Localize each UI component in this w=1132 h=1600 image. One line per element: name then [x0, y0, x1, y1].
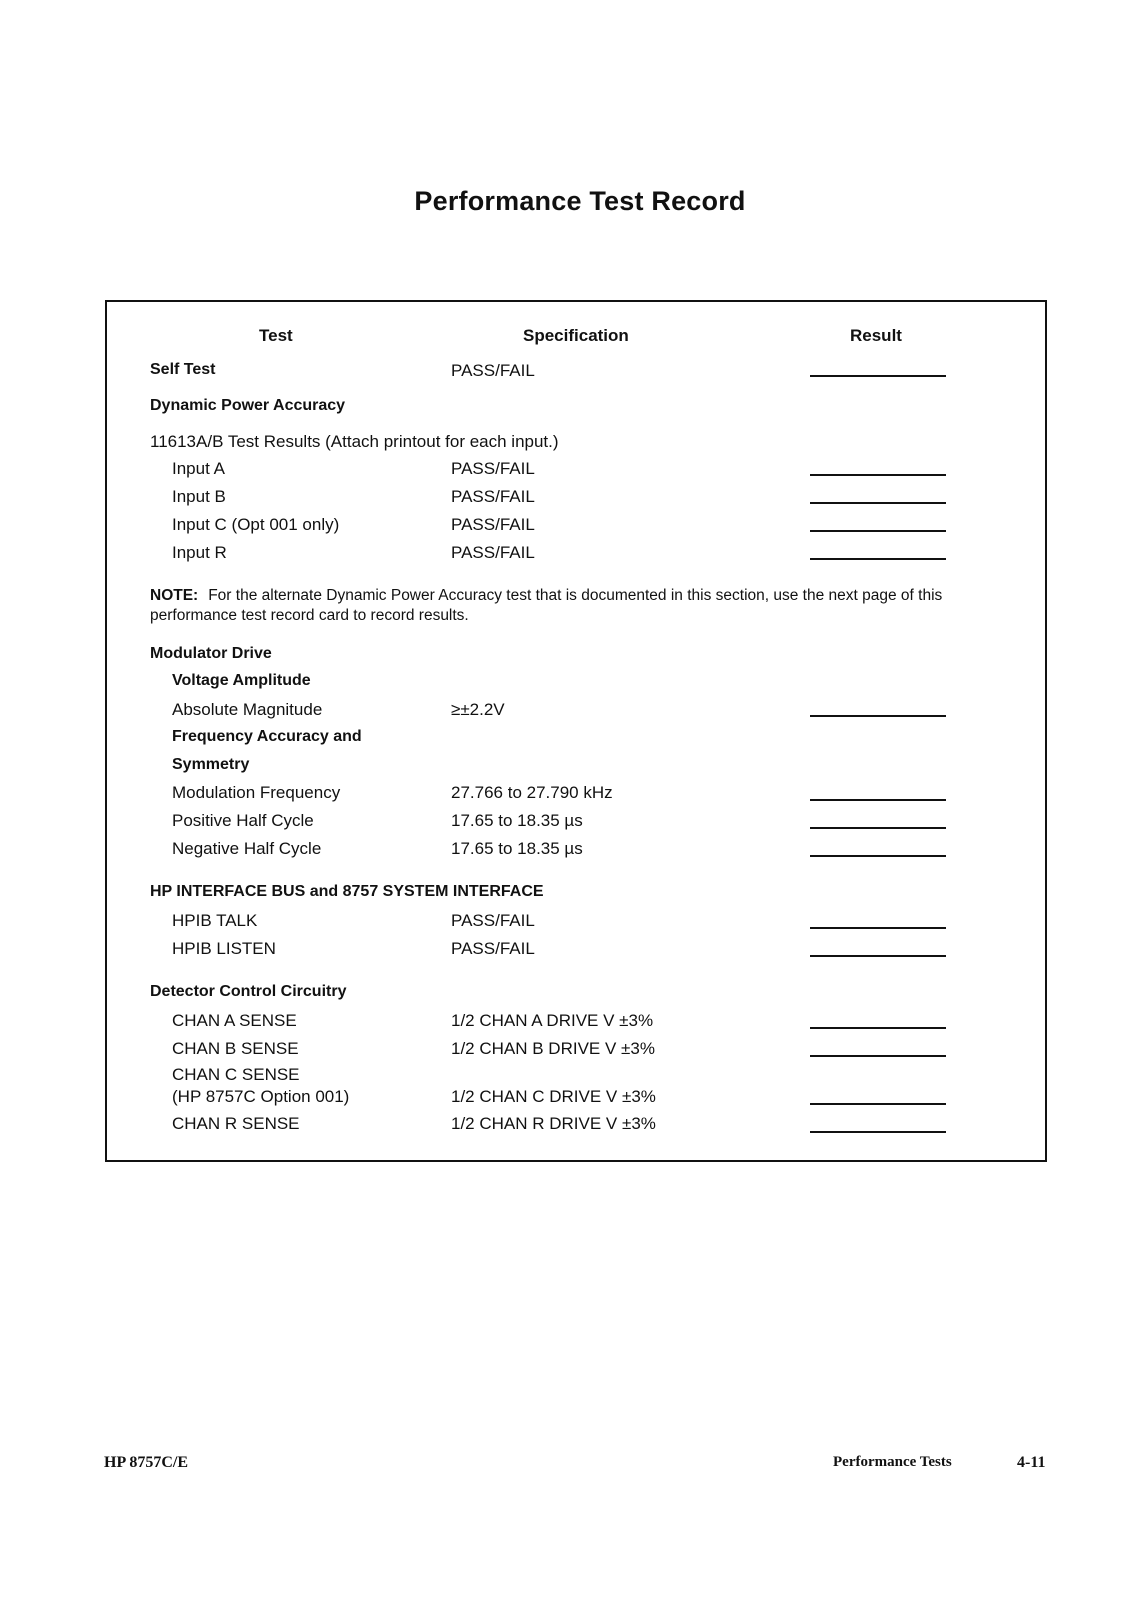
column-header-test: Test: [259, 326, 293, 345]
chan-c-sense-sublabel: (HP 8757C Option 001): [172, 1087, 350, 1106]
chan-a-sense-spec: 1/2 CHAN A DRIVE V ±3%: [451, 1011, 654, 1030]
frequency-accuracy-heading: Frequency Accuracy and: [172, 728, 362, 745]
positive-half-cycle-label: Positive Half Cycle: [172, 811, 314, 830]
chan-b-sense-label: CHAN B SENSE: [172, 1039, 299, 1058]
negative-half-cycle-label: Negative Half Cycle: [172, 839, 322, 858]
self-test-result-field[interactable]: [810, 375, 946, 377]
negative-half-cycle-spec: 17.65 to 18.35 µs: [451, 839, 583, 858]
chan-a-sense-label: CHAN A SENSE: [172, 1011, 297, 1030]
positive-half-cycle-spec: 17.65 to 18.35 µs: [451, 811, 583, 830]
absolute-magnitude-label: Absolute Magnitude: [172, 700, 323, 719]
input-r-label: Input R: [172, 543, 227, 562]
chan-b-sense-spec: 1/2 CHAN B DRIVE V ±3%: [451, 1039, 655, 1058]
modulation-frequency-result-field[interactable]: [810, 799, 946, 801]
input-a-label: Input A: [172, 459, 225, 478]
chan-r-sense-result-field[interactable]: [810, 1131, 946, 1133]
note-label: NOTE:: [150, 587, 199, 604]
negative-half-cycle-result-field[interactable]: [810, 855, 946, 857]
modulation-frequency-label: Modulation Frequency: [172, 783, 341, 802]
dynamic-power-heading: Dynamic Power Accuracy: [150, 397, 346, 414]
input-r-spec: PASS/FAIL: [451, 543, 535, 562]
detector-heading: Detector Control Circuitry: [150, 983, 347, 1000]
absolute-magnitude-spec: ≥±2.2V: [451, 700, 505, 719]
voltage-amplitude-heading: Voltage Amplitude: [172, 672, 311, 689]
footer-model: HP 8757C/E: [104, 1454, 189, 1471]
footer-section: Performance Tests: [833, 1454, 952, 1470]
dynamic-power-intro: 11613A/B Test Results (Attach printout for each input.): [150, 432, 559, 451]
input-c-label: Input C (Opt 001 only): [172, 515, 340, 534]
hpib-listen-result-field[interactable]: [810, 955, 946, 957]
symmetry-heading: Symmetry: [172, 756, 250, 773]
input-c-spec: PASS/FAIL: [451, 515, 535, 534]
hpib-listen-spec: PASS/FAIL: [451, 939, 535, 958]
chan-c-sense-label: CHAN C SENSE: [172, 1065, 300, 1084]
chan-a-sense-result-field[interactable]: [810, 1027, 946, 1029]
hpib-talk-spec: PASS/FAIL: [451, 911, 535, 930]
input-c-result-field[interactable]: [810, 530, 946, 532]
column-header-result: Result: [850, 326, 902, 345]
chan-r-sense-label: CHAN R SENSE: [172, 1114, 300, 1133]
modulator-drive-heading: Modulator Drive: [150, 645, 272, 662]
input-a-result-field[interactable]: [810, 474, 946, 476]
hpib-talk-label: HPIB TALK: [172, 911, 258, 930]
hpib-listen-label: HPIB LISTEN: [172, 939, 276, 958]
chan-r-sense-spec: 1/2 CHAN R DRIVE V ±3%: [451, 1114, 656, 1133]
positive-half-cycle-result-field[interactable]: [810, 827, 946, 829]
self-test-spec: PASS/FAIL: [451, 361, 535, 380]
input-r-result-field[interactable]: [810, 558, 946, 560]
column-header-specification: Specification: [523, 326, 629, 345]
note-paragraph: [150, 586, 1030, 626]
self-test-label: Self Test: [150, 361, 216, 378]
page-title: Performance Test Record: [414, 186, 746, 216]
input-b-label: Input B: [172, 487, 226, 506]
chan-c-sense-spec: 1/2 CHAN C DRIVE V ±3%: [451, 1087, 656, 1106]
modulation-frequency-spec: 27.766 to 27.790 kHz: [451, 783, 613, 802]
hpib-talk-result-field[interactable]: [810, 927, 946, 929]
input-b-spec: PASS/FAIL: [451, 487, 535, 506]
input-a-spec: PASS/FAIL: [451, 459, 535, 478]
footer-page-number: 4-11: [1017, 1454, 1046, 1471]
chan-c-sense-result-field[interactable]: [810, 1103, 946, 1105]
hpib-heading: HP INTERFACE BUS and 8757 SYSTEM INTERFACE: [150, 883, 544, 900]
absolute-magnitude-result-field[interactable]: [810, 715, 946, 717]
chan-b-sense-result-field[interactable]: [810, 1055, 946, 1057]
note-text: For the alternate Dynamic Power Accuracy test that is documented in this section, use the next page of this performance test record card to record results.: [150, 587, 943, 624]
input-b-result-field[interactable]: [810, 502, 946, 504]
